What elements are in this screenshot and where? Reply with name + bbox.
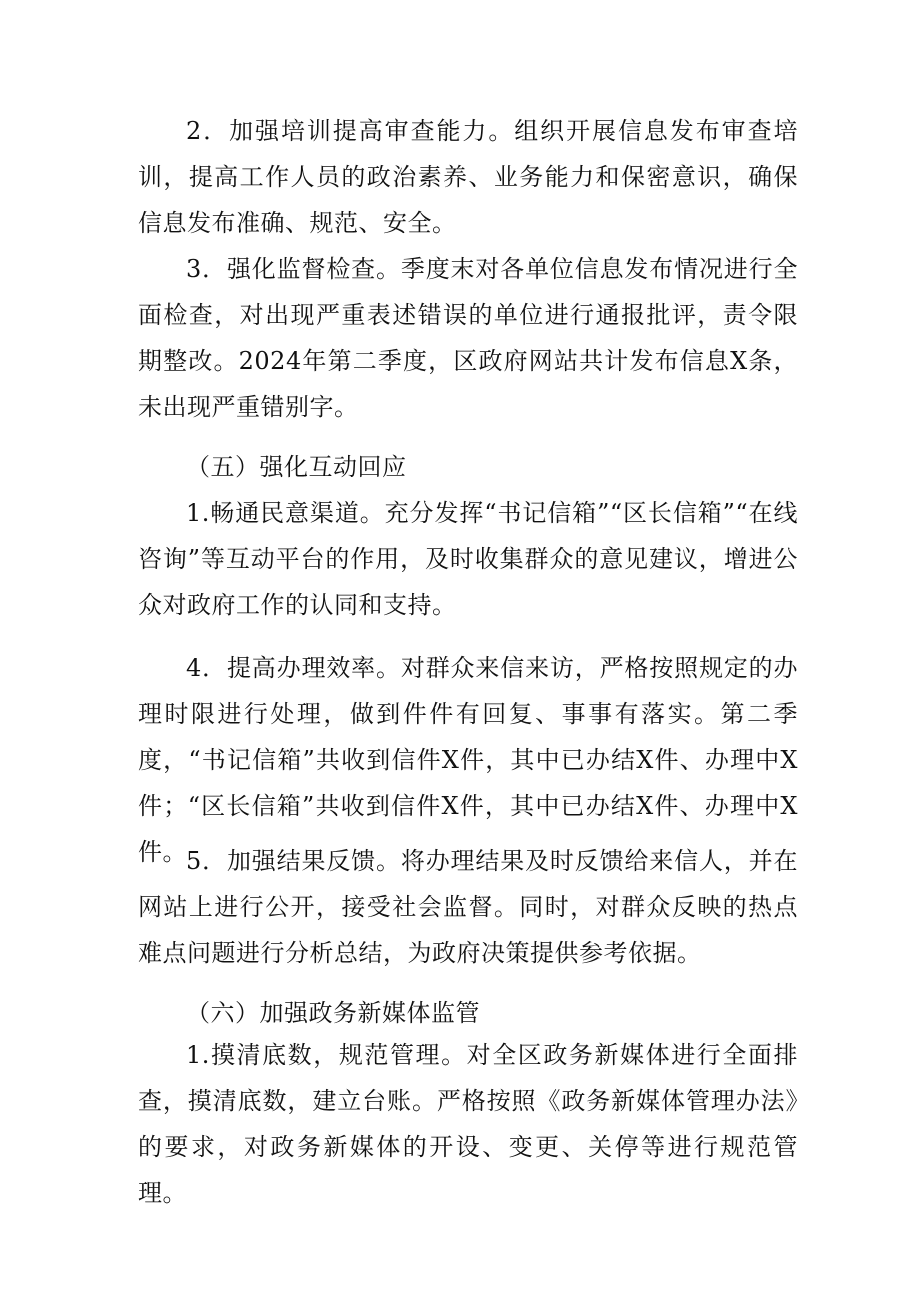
paragraph-efficiency: 4．提高办理效率。对群众来信来访，严格按照规定的办理时限进行处理，做到件件有回复、事事有落实。第二季度，“书记信箱”共收到信件X件，其中已办结X件、办理中X件；“区长信箱”共收到信件X件，其中已办结X件、办理中X件。 [138,654,798,866]
section-heading-new-media: （六）加强政务新媒体监管 [186,999,480,1027]
paragraph-training: 2．加强培训提高审查能力。组织开展信息发布审查培训，提高工作人员的政治素养、业务能力和保密意识，确保信息发布准确、规范、安全。 [138,117,798,237]
paragraph-new-media-management: 1.摸清底数，规范管理。对全区政务新媒体进行全面排查，摸清底数，建立台账。严格按照《政务新媒体管理办法》的要求，对政务新媒体的开设、变更、关停等进行规范管理。 [138,1041,798,1207]
paragraph-public-channels: 1.畅通民意渠道。充分发挥“书记信箱”“区长信箱”“在线咨询”等互动平台的作用，及时收集群众的意见建议，增进公众对政府工作的认同和支持。 [138,499,798,619]
paragraph-supervision: 3．强化监督检查。季度末对各单位信息发布情况进行全面检查，对出现严重表述错误的单位进行通报批评，责令限期整改。2024年第二季度，区政府网站共计发布信息X条，未出现严重错别字。 [138,255,798,421]
paragraph-feedback: 5．加强结果反馈。将办理结果及时反馈给来信人，并在网站上进行公开，接受社会监督。同时，对群众反映的热点难点问题进行分析总结，为政府决策提供参考依据。 [138,847,798,967]
section-heading-interaction: （五）强化互动回应 [186,453,407,481]
